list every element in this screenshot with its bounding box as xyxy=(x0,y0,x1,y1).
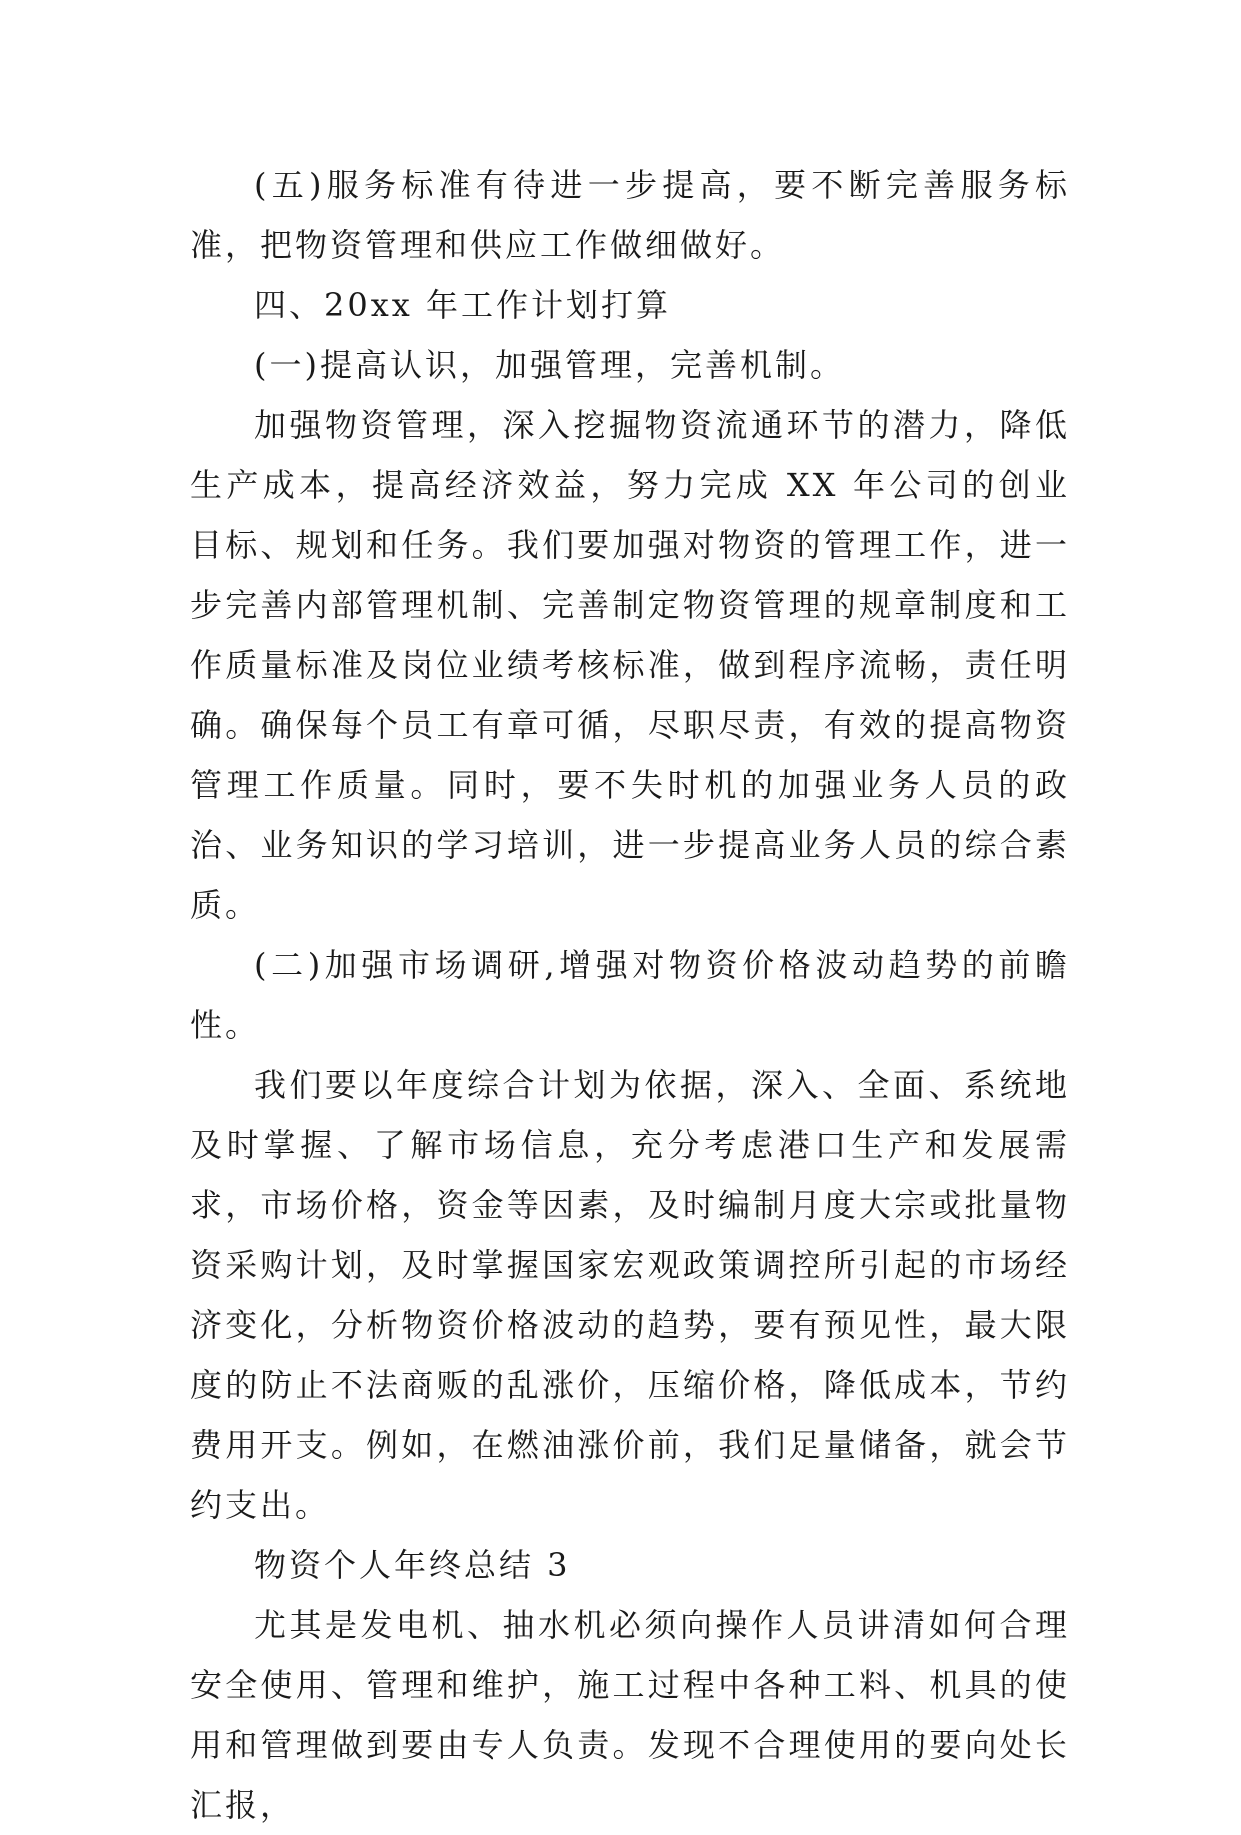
section-heading-summary-3: 物资个人年终总结 3 xyxy=(254,1546,571,1584)
paragraph-service-standard: (五)服务标准有待进一步提高，要不断完善服务标准，把物资管理和供应工作做细做好。 xyxy=(190,166,1070,264)
document-body xyxy=(190,155,1070,1835)
paragraph-market-research: 我们要以年度综合计划为依据，深入、全面、系统地及时掌握、了解市场信息，充分考虑港口生产和发展需求，市场价格，资金等因素，及时编制月度大宗或批量物资采购计划，及时掌握国家宏观政策调控所引起的市场经济变化，分析物资价格波动的趋势，要有预见性，最大限度的防止不法商贩的乱涨价，压缩价格，降低成本，节约费用开支。例如，在燃油涨价前，我们足量储备，就会节约支出。 xyxy=(190,1066,1070,1524)
subheading-improve-awareness: (一)提高认识，加强管理，完善机制。 xyxy=(254,346,845,384)
section-heading-work-plan: 四、20xx 年工作计划打算 xyxy=(254,286,671,324)
paragraph-material-management: 加强物资管理，深入挖掘物资流通环节的潜力，降低生产成本，提高经济效益，努力完成 XX 年公司的创业目标、规划和任务。我们要加强对物资的管理工作，进一步完善内部管理机制、完善制定物资管理的规章制度和工作质量标准及岗位业绩考核标准，做到程序流畅，责任明确。确保每个员工有章可循，尽职尽责，有效的提高物资管理工作质量。同时，要不失时机的加强业务人员的政治、业务知识的学习培训，进一步提高业务人员的综合素质。 xyxy=(190,406,1070,924)
paragraph-equipment-usage: 尤其是发电机、抽水机必须向操作人员讲清如何合理安全使用、管理和维护，施工过程中各种工料、机具的使用和管理做到要由专人负责。发现不合理使用的要向处长汇报， xyxy=(190,1606,1070,1824)
subheading-market-research: (二)加强市场调研,增强对物资价格波动趋势的前瞻性。 xyxy=(190,946,1070,1044)
